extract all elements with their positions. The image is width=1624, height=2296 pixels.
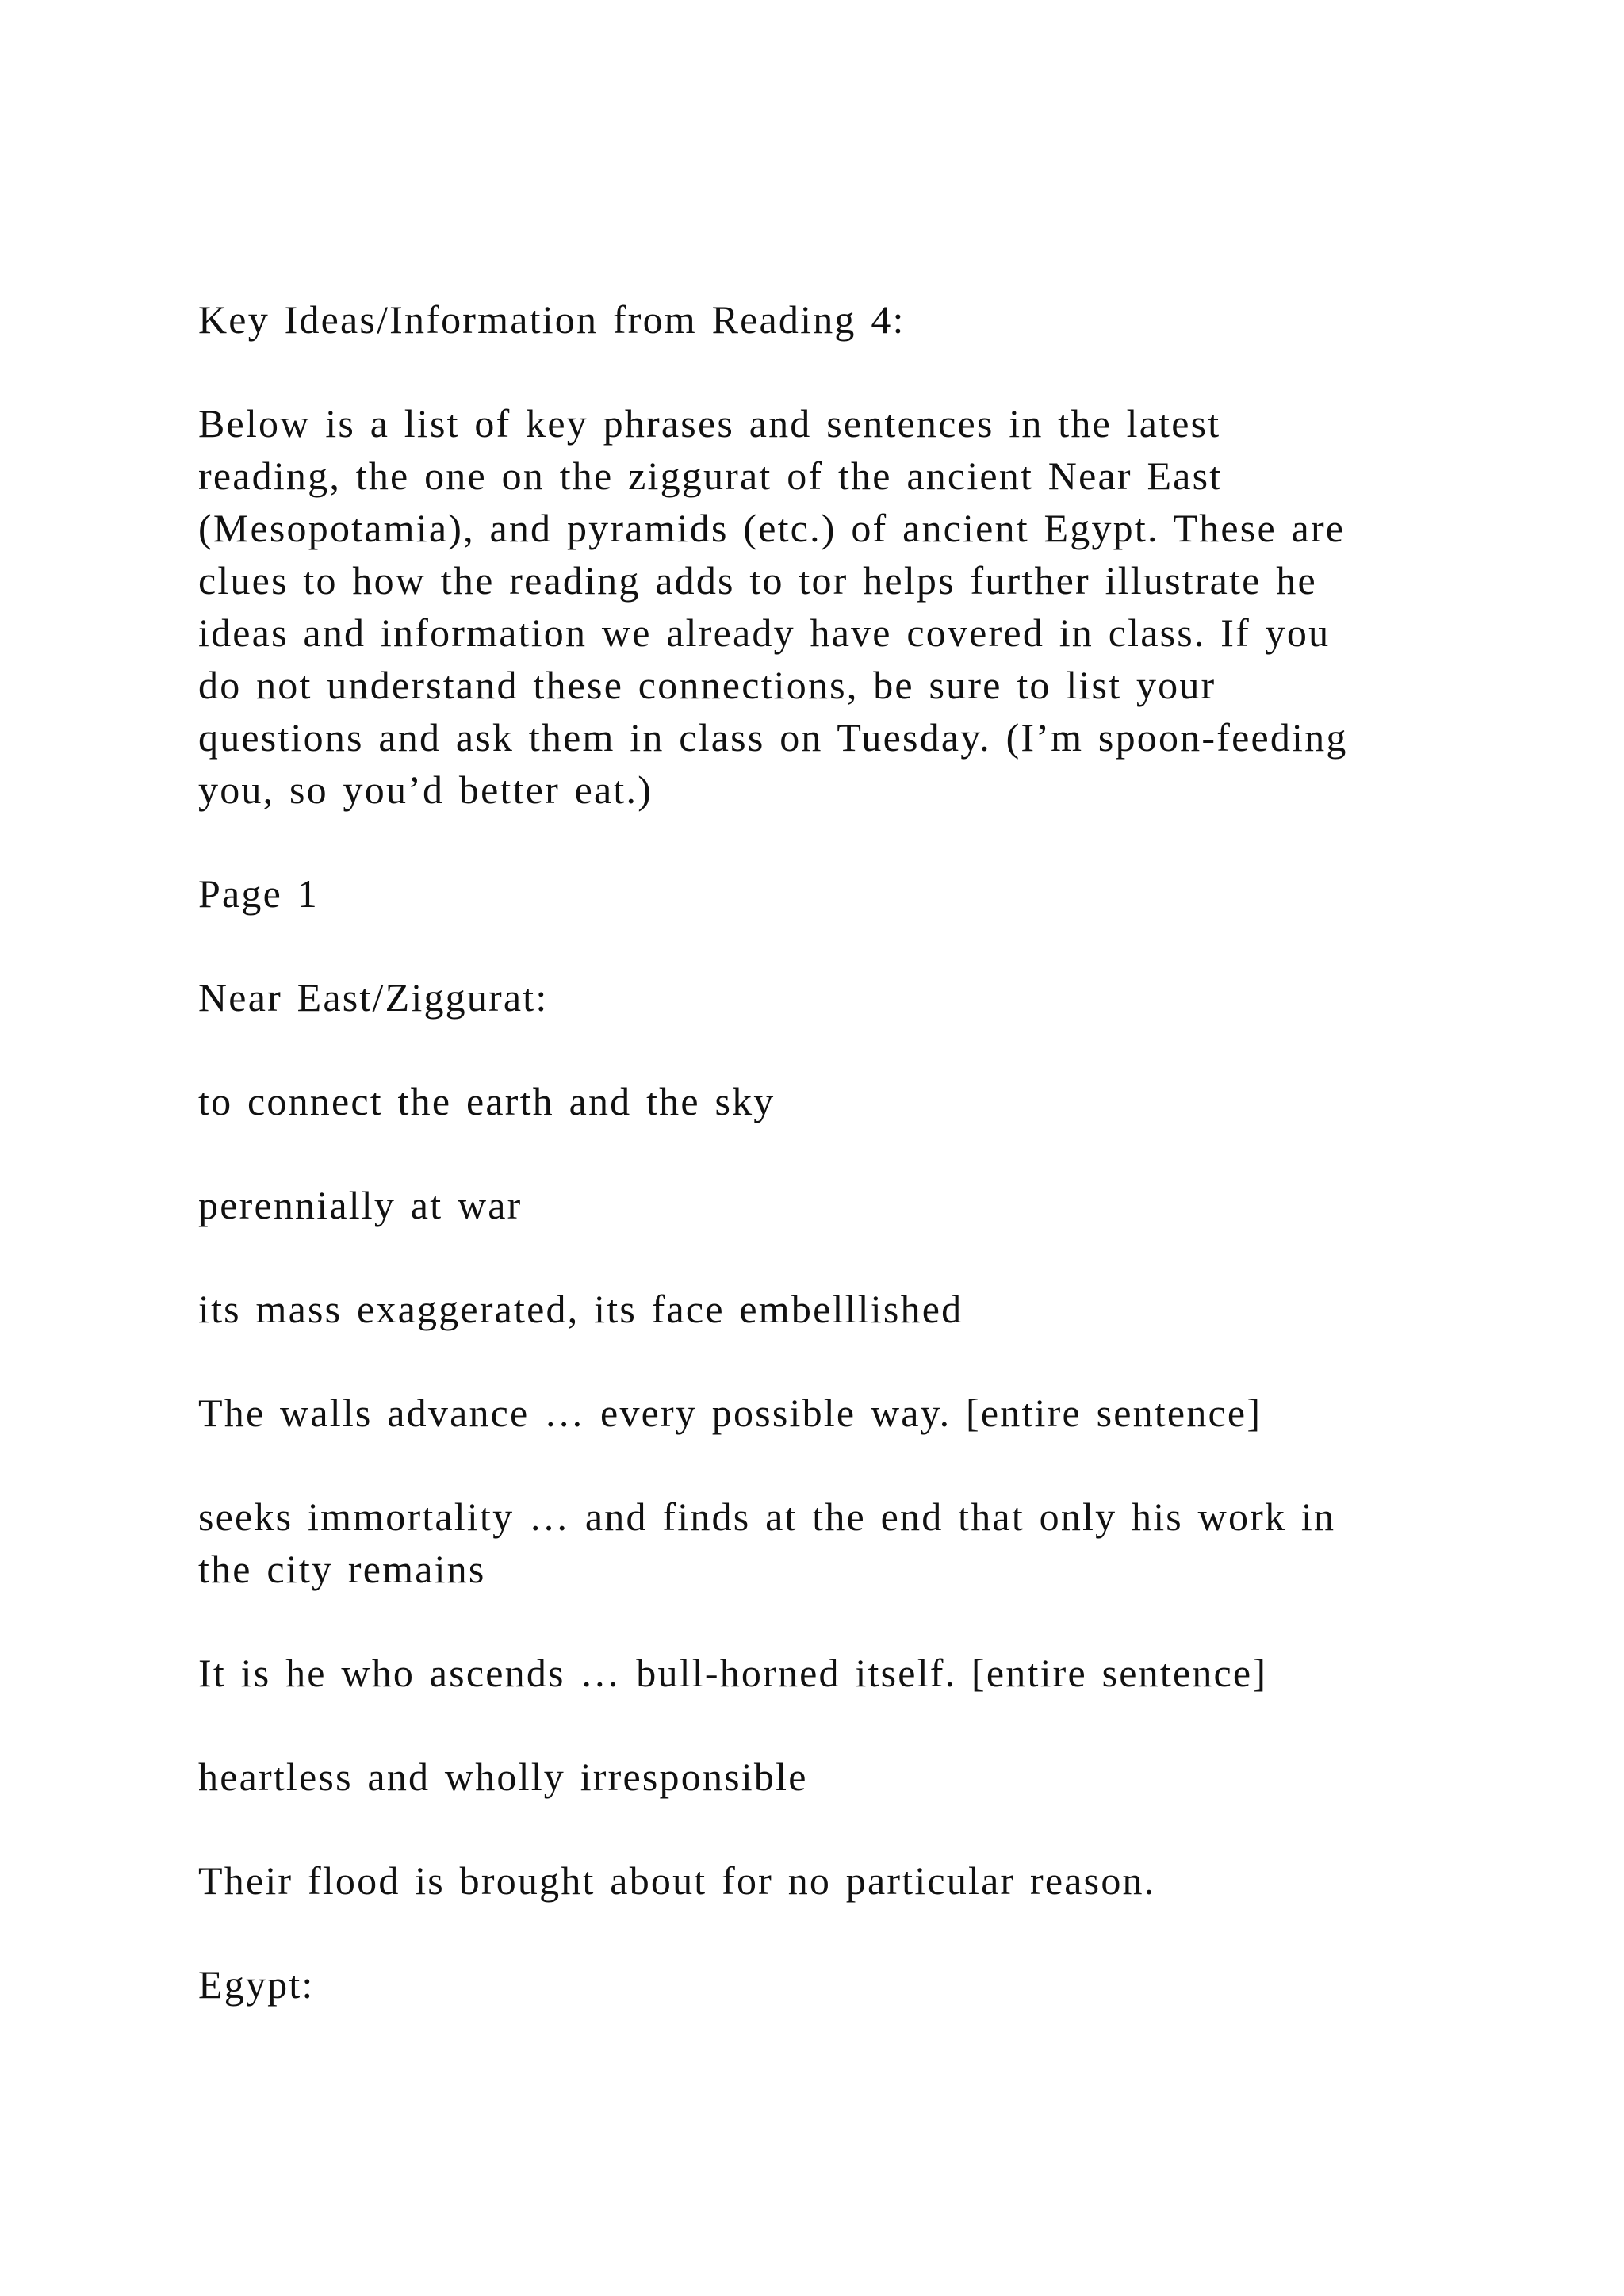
document-heading: Key Ideas/Information from Reading 4: <box>198 297 906 342</box>
intro-line: do not understand these connections, be sure to list your <box>198 663 1216 707</box>
key-phrase-item: The walls advance … every possible way. [entire sentence] <box>198 1391 1262 1435</box>
key-phrase-item: its mass exaggerated, its face embelllished <box>198 1287 963 1331</box>
intro-line: reading, the one on the ziggurat of the ancient Near East <box>198 453 1223 498</box>
intro-paragraph <box>198 397 1467 816</box>
intro-line: ideas and information we already have covered in class. If you <box>198 610 1331 655</box>
page-label: Page 1 <box>198 871 319 916</box>
section-heading-egypt: Egypt: <box>198 1962 315 2007</box>
intro-line: you, so you’d better eat.) <box>198 767 653 812</box>
intro-line: questions and ask them in class on Tuesday. (I’m spoon-feeding <box>198 715 1348 760</box>
key-phrase-item: Their flood is brought about for no particular reason. <box>198 1858 1156 1903</box>
key-phrase-item: seeks immortality … and finds at the end that only his work in the city remains <box>198 1494 1336 1591</box>
key-phrase-item: heartless and wholly irresponsible <box>198 1755 808 1799</box>
intro-line: clues to how the reading adds to tor helps further illustrate he <box>198 558 1317 603</box>
key-phrase-item: It is he who ascends … bull-horned itself. [entire sentence] <box>198 1651 1268 1695</box>
intro-line: Below is a list of key phrases and sentences in the latest <box>198 401 1221 446</box>
intro-line: (Mesopotamia), and pyramids (etc.) of ancient Egypt. These are <box>198 506 1346 550</box>
key-phrase-item: perennially at war <box>198 1183 523 1227</box>
section-heading-near-east: Near East/Ziggurat: <box>198 975 549 1020</box>
document-body <box>198 293 1467 2062</box>
key-phrase-item: to connect the earth and the sky <box>198 1079 776 1123</box>
